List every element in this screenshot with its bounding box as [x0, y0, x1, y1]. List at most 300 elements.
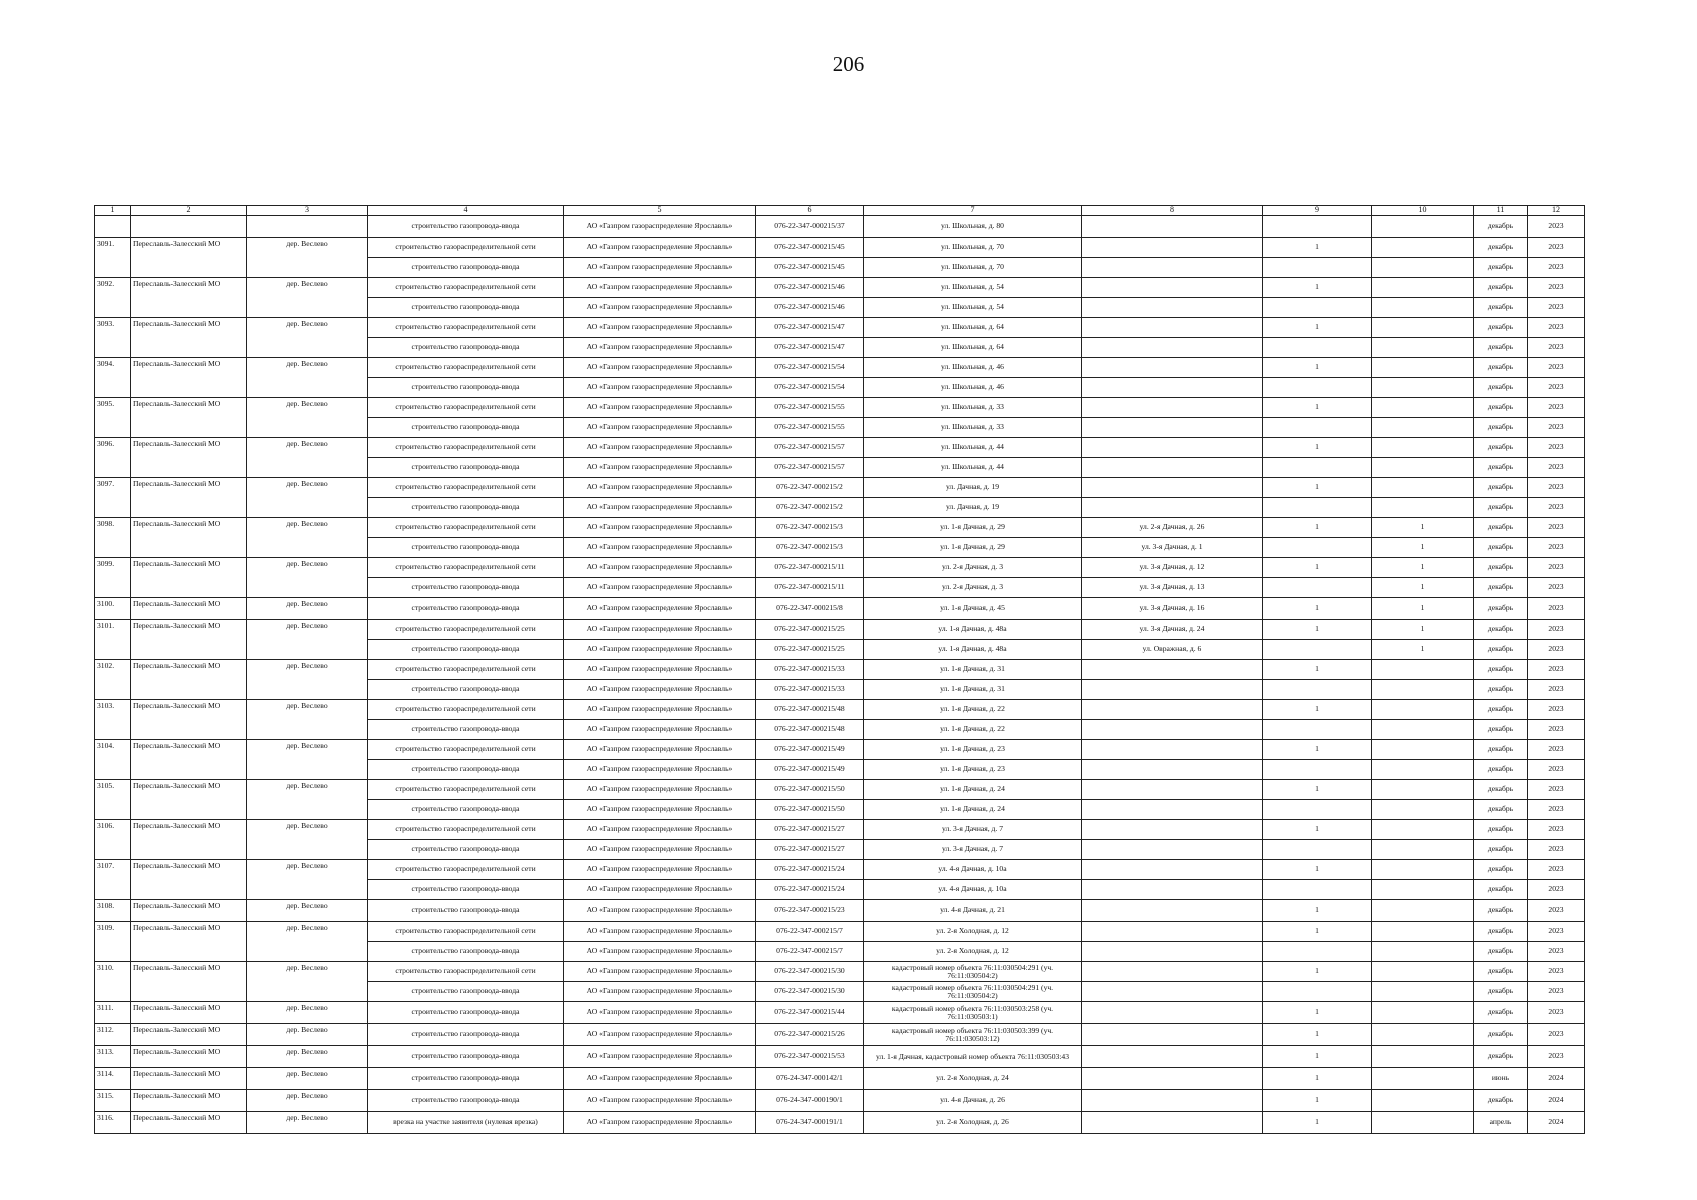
cell-col-3: дер. Веслево	[247, 1024, 368, 1046]
cell-col-6: 076-22-347-000215/57	[756, 458, 864, 478]
cell-col-9	[1263, 258, 1372, 278]
cell-col-10	[1372, 700, 1474, 720]
cell-col-12: 2023	[1528, 258, 1585, 278]
cell-col-5: АО «Газпром газораспределение Ярославль»	[564, 820, 756, 840]
cell-col-3: дер. Веслево	[247, 740, 368, 780]
cell-col-6: 076-22-347-000215/46	[756, 278, 864, 298]
cell-col-11: декабрь	[1474, 982, 1528, 1002]
cell-col-5: АО «Газпром газораспределение Ярославль»	[564, 216, 756, 238]
cell-col-11: декабрь	[1474, 1002, 1528, 1024]
cell-col-10	[1372, 338, 1474, 358]
cell-col-9: 1	[1263, 922, 1372, 942]
cell-col-12: 2023	[1528, 700, 1585, 720]
cell-col-10	[1372, 840, 1474, 860]
cell-col-6: 076-22-347-000215/3	[756, 538, 864, 558]
cell-col-12: 2023	[1528, 518, 1585, 538]
table-row	[95, 1090, 1585, 1112]
cell-col-6: 076-22-347-000215/55	[756, 398, 864, 418]
cell-col-3: дер. Веслево	[247, 922, 368, 962]
cell-col-10	[1372, 740, 1474, 760]
cell-col-10	[1372, 258, 1474, 278]
cell-col-11: декабрь	[1474, 458, 1528, 478]
page-number: 206	[832, 52, 865, 76]
cell-col-1: 3097.	[95, 478, 131, 518]
cell-col-7: ул. Школьная, д. 70	[864, 238, 1082, 258]
cell-col-7: кадастровый номер объекта 76:11:030503:258 (уч. 76:11:030503:1)	[864, 1002, 1082, 1024]
cell-col-4: строительство газопровода-ввода	[368, 458, 564, 478]
cell-col-8: ул. 3-я Дачная, д. 16	[1082, 598, 1263, 620]
cell-col-9: 1	[1263, 860, 1372, 880]
cell-col-4: строительство газопровода-ввода	[368, 640, 564, 660]
cell-col-1: 3112.	[95, 1024, 131, 1046]
cell-col-9: 1	[1263, 820, 1372, 840]
column-number-row	[95, 206, 1585, 216]
column-header-6: 6	[756, 206, 864, 216]
cell-col-11: декабрь	[1474, 1090, 1528, 1112]
cell-col-4: строительство газопровода-ввода	[368, 982, 564, 1002]
cell-col-5: АО «Газпром газораспределение Ярославль»	[564, 982, 756, 1002]
column-header-3: 3	[247, 206, 368, 216]
cell-col-9: 1	[1263, 358, 1372, 378]
cell-col-7: ул. Дачная, д. 19	[864, 498, 1082, 518]
cell-col-2: Переславль-Залесский МО	[131, 278, 247, 318]
cell-col-12: 2023	[1528, 680, 1585, 700]
cell-col-1: 3096.	[95, 438, 131, 478]
cell-col-6: 076-22-347-000215/24	[756, 880, 864, 900]
cell-col-3: дер. Веслево	[247, 358, 368, 398]
cell-col-5: АО «Газпром газораспределение Ярославль»	[564, 558, 756, 578]
cell-col-11: декабрь	[1474, 298, 1528, 318]
cell-col-6: 076-22-347-000215/44	[756, 1002, 864, 1024]
column-header-8: 8	[1082, 206, 1263, 216]
cell-col-8	[1082, 962, 1263, 982]
cell-col-11: декабрь	[1474, 378, 1528, 398]
cell-col-5: АО «Газпром газораспределение Ярославль»	[564, 942, 756, 962]
cell-col-12: 2023	[1528, 378, 1585, 398]
cell-col-12: 2023	[1528, 358, 1585, 378]
cell-col-11: декабрь	[1474, 318, 1528, 338]
cell-col-8	[1082, 982, 1263, 1002]
cell-col-9: 1	[1263, 558, 1372, 578]
column-header-2: 2	[131, 206, 247, 216]
cell-col-7: ул. 1-я Дачная, д. 23	[864, 760, 1082, 780]
cell-col-9: 1	[1263, 438, 1372, 458]
cell-col-5: АО «Газпром газораспределение Ярославль»	[564, 640, 756, 660]
column-header-1: 1	[95, 206, 131, 216]
table-row	[95, 962, 1585, 982]
cell-col-4: строительство газопровода-ввода	[368, 258, 564, 278]
cell-col-9	[1263, 880, 1372, 900]
column-header-12: 12	[1528, 206, 1585, 216]
cell-col-4: строительство газопровода-ввода	[368, 298, 564, 318]
cell-col-7: кадастровый номер объекта 76:11:030504:291 (уч. 76:11:030504:2)	[864, 982, 1082, 1002]
cell-col-12: 2023	[1528, 598, 1585, 620]
cell-col-1: 3108.	[95, 900, 131, 922]
cell-col-12: 2023	[1528, 1046, 1585, 1068]
cell-col-1: 3109.	[95, 922, 131, 962]
cell-col-5: АО «Газпром газораспределение Ярославль»	[564, 338, 756, 358]
cell-col-1: 3106.	[95, 820, 131, 860]
cell-col-4: строительство газораспределительной сети	[368, 358, 564, 378]
cell-col-9: 1	[1263, 660, 1372, 680]
table-row	[95, 1002, 1585, 1024]
cell-col-11: декабрь	[1474, 820, 1528, 840]
cell-col-3: дер. Веслево	[247, 962, 368, 1002]
cell-col-4: строительство газопровода-ввода	[368, 1090, 564, 1112]
cell-col-3: дер. Веслево	[247, 860, 368, 900]
cell-col-7: ул. Школьная, д. 54	[864, 298, 1082, 318]
cell-col-7: ул. Дачная, д. 19	[864, 478, 1082, 498]
cell-col-6: 076-22-347-000215/53	[756, 1046, 864, 1068]
cell-col-5: АО «Газпром газораспределение Ярославль»	[564, 278, 756, 298]
cell-col-10: 1	[1372, 538, 1474, 558]
cell-col-11: декабрь	[1474, 538, 1528, 558]
cell-col-3	[247, 216, 368, 238]
cell-col-11: декабрь	[1474, 258, 1528, 278]
cell-col-1: 3098.	[95, 518, 131, 558]
cell-col-11: декабрь	[1474, 760, 1528, 780]
cell-col-6: 076-24-347-000191/1	[756, 1112, 864, 1134]
cell-col-7: ул. 1-я Дачная, д. 48а	[864, 620, 1082, 640]
cell-col-6: 076-22-347-000215/7	[756, 942, 864, 962]
cell-col-2: Переславль-Залесский МО	[131, 820, 247, 860]
table-row	[95, 740, 1585, 760]
table-body	[95, 216, 1585, 1134]
cell-col-8	[1082, 680, 1263, 700]
cell-col-7: ул. 1-я Дачная, д. 22	[864, 720, 1082, 740]
cell-col-7: кадастровый номер объекта 76:11:030504:291 (уч. 76:11:030504:2)	[864, 962, 1082, 982]
cell-col-7: ул. 3-я Дачная, д. 7	[864, 820, 1082, 840]
cell-col-11: декабрь	[1474, 860, 1528, 880]
cell-col-4: строительство газораспределительной сети	[368, 820, 564, 840]
cell-col-1: 3115.	[95, 1090, 131, 1112]
cell-col-11: декабрь	[1474, 640, 1528, 660]
cell-col-1	[95, 216, 131, 238]
cell-col-2: Переславль-Залесский МО	[131, 620, 247, 660]
cell-col-12: 2023	[1528, 900, 1585, 922]
cell-col-12: 2023	[1528, 338, 1585, 358]
cell-col-10	[1372, 780, 1474, 800]
cell-col-8: ул. 3-я Дачная, д. 13	[1082, 578, 1263, 598]
cell-col-11: декабрь	[1474, 620, 1528, 640]
cell-col-12: 2024	[1528, 1090, 1585, 1112]
cell-col-11: декабрь	[1474, 498, 1528, 518]
cell-col-9	[1263, 538, 1372, 558]
cell-col-9: 1	[1263, 1002, 1372, 1024]
cell-col-7: ул. 2-я Дачная, д. 3	[864, 558, 1082, 578]
cell-col-6: 076-22-347-000215/33	[756, 660, 864, 680]
cell-col-4: строительство газопровода-ввода	[368, 720, 564, 740]
cell-col-10	[1372, 1046, 1474, 1068]
cell-col-7: ул. Школьная, д. 44	[864, 438, 1082, 458]
cell-col-10	[1372, 680, 1474, 700]
cell-col-11: декабрь	[1474, 478, 1528, 498]
column-header-4: 4	[368, 206, 564, 216]
cell-col-8	[1082, 1090, 1263, 1112]
cell-col-1: 3104.	[95, 740, 131, 780]
cell-col-4: строительство газопровода-ввода	[368, 1002, 564, 1024]
cell-col-11: декабрь	[1474, 358, 1528, 378]
cell-col-1: 3100.	[95, 598, 131, 620]
cell-col-10	[1372, 418, 1474, 438]
cell-col-10	[1372, 720, 1474, 740]
cell-col-5: АО «Газпром газораспределение Ярославль»	[564, 1002, 756, 1024]
cell-col-9: 1	[1263, 620, 1372, 640]
cell-col-12: 2023	[1528, 760, 1585, 780]
cell-col-7: ул. 4-я Дачная, д. 21	[864, 900, 1082, 922]
cell-col-8	[1082, 720, 1263, 740]
cell-col-7: ул. Школьная, д. 33	[864, 418, 1082, 438]
cell-col-5: АО «Газпром газораспределение Ярославль»	[564, 458, 756, 478]
cell-col-12: 2023	[1528, 558, 1585, 578]
cell-col-7: ул. Школьная, д. 70	[864, 258, 1082, 278]
cell-col-8	[1082, 498, 1263, 518]
cell-col-9: 1	[1263, 518, 1372, 538]
cell-col-9	[1263, 840, 1372, 860]
cell-col-5: АО «Газпром газораспределение Ярославль»	[564, 962, 756, 982]
cell-col-9: 1	[1263, 318, 1372, 338]
cell-col-4: строительство газораспределительной сети	[368, 740, 564, 760]
cell-col-11: декабрь	[1474, 518, 1528, 538]
cell-col-12: 2023	[1528, 1002, 1585, 1024]
cell-col-11: апрель	[1474, 1112, 1528, 1134]
cell-col-2: Переславль-Залесский МО	[131, 740, 247, 780]
cell-col-8	[1082, 780, 1263, 800]
table-row	[95, 660, 1585, 680]
cell-col-1: 3116.	[95, 1112, 131, 1134]
cell-col-11: декабрь	[1474, 418, 1528, 438]
cell-col-8	[1082, 1046, 1263, 1068]
cell-col-11: декабрь	[1474, 1024, 1528, 1046]
table-row	[95, 318, 1585, 338]
cell-col-3: дер. Веслево	[247, 518, 368, 558]
cell-col-10	[1372, 820, 1474, 840]
cell-col-7: ул. Школьная, д. 33	[864, 398, 1082, 418]
cell-col-6: 076-22-347-000215/23	[756, 900, 864, 922]
cell-col-12: 2023	[1528, 962, 1585, 982]
cell-col-5: АО «Газпром газораспределение Ярославль»	[564, 598, 756, 620]
cell-col-2: Переславль-Залесский МО	[131, 1024, 247, 1046]
cell-col-8	[1082, 258, 1263, 278]
table-row	[95, 216, 1585, 238]
cell-col-4: строительство газопровода-ввода	[368, 680, 564, 700]
cell-col-10	[1372, 800, 1474, 820]
cell-col-7: ул. 1-я Дачная, кадастровый номер объекта 76:11:030503:43	[864, 1046, 1082, 1068]
cell-col-11: декабрь	[1474, 680, 1528, 700]
cell-col-9	[1263, 578, 1372, 598]
cell-col-2: Переславль-Залесский МО	[131, 478, 247, 518]
column-header-5: 5	[564, 206, 756, 216]
cell-col-3: дер. Веслево	[247, 238, 368, 278]
cell-col-9	[1263, 680, 1372, 700]
cell-col-10	[1372, 458, 1474, 478]
cell-col-10	[1372, 660, 1474, 680]
cell-col-3: дер. Веслево	[247, 278, 368, 318]
cell-col-1: 3094.	[95, 358, 131, 398]
cell-col-2: Переславль-Залесский МО	[131, 358, 247, 398]
cell-col-10	[1372, 880, 1474, 900]
cell-col-4: строительство газопровода-ввода	[368, 900, 564, 922]
cell-col-3: дер. Веслево	[247, 1002, 368, 1024]
cell-col-2: Переславль-Залесский МО	[131, 398, 247, 438]
table-row	[95, 478, 1585, 498]
cell-col-10	[1372, 860, 1474, 880]
table-row	[95, 780, 1585, 800]
cell-col-9	[1263, 378, 1372, 398]
cell-col-3: дер. Веслево	[247, 700, 368, 740]
cell-col-12: 2023	[1528, 318, 1585, 338]
cell-col-8	[1082, 1024, 1263, 1046]
cell-col-7: ул. 1-я Дачная, д. 24	[864, 800, 1082, 820]
cell-col-12: 2023	[1528, 398, 1585, 418]
cell-col-4: строительство газопровода-ввода	[368, 378, 564, 398]
cell-col-6: 076-22-347-000215/48	[756, 720, 864, 740]
cell-col-6: 076-22-347-000215/25	[756, 640, 864, 660]
cell-col-8	[1082, 820, 1263, 840]
cell-col-12: 2023	[1528, 238, 1585, 258]
cell-col-8: ул. 3-я Дачная, д. 1	[1082, 538, 1263, 558]
cell-col-10	[1372, 1002, 1474, 1024]
cell-col-2: Переславль-Залесский МО	[131, 318, 247, 358]
cell-col-7: ул. Школьная, д. 44	[864, 458, 1082, 478]
cell-col-6: 076-22-347-000215/27	[756, 820, 864, 840]
cell-col-4: строительство газопровода-ввода	[368, 1068, 564, 1090]
cell-col-8	[1082, 760, 1263, 780]
cell-col-3: дер. Веслево	[247, 318, 368, 358]
cell-col-8	[1082, 700, 1263, 720]
cell-col-4: строительство газопровода-ввода	[368, 598, 564, 620]
cell-col-5: АО «Газпром газораспределение Ярославль»	[564, 620, 756, 640]
cell-col-12: 2023	[1528, 620, 1585, 640]
cell-col-11: декабрь	[1474, 660, 1528, 680]
table-row	[95, 620, 1585, 640]
cell-col-10	[1372, 962, 1474, 982]
cell-col-11: декабрь	[1474, 800, 1528, 820]
cell-col-7: ул. 1-я Дачная, д. 31	[864, 680, 1082, 700]
cell-col-8	[1082, 478, 1263, 498]
cell-col-10	[1372, 498, 1474, 518]
cell-col-11: декабрь	[1474, 338, 1528, 358]
cell-col-10	[1372, 216, 1474, 238]
cell-col-12: 2023	[1528, 820, 1585, 840]
cell-col-12: 2023	[1528, 498, 1585, 518]
cell-col-5: АО «Газпром газораспределение Ярославль»	[564, 378, 756, 398]
cell-col-4: строительство газопровода-ввода	[368, 418, 564, 438]
cell-col-6: 076-22-347-000215/48	[756, 700, 864, 720]
cell-col-9: 1	[1263, 1046, 1372, 1068]
cell-col-9: 1	[1263, 1090, 1372, 1112]
table-row	[95, 278, 1585, 298]
cell-col-5: АО «Газпром газораспределение Ярославль»	[564, 1090, 756, 1112]
cell-col-9	[1263, 418, 1372, 438]
cell-col-6: 076-22-347-000215/8	[756, 598, 864, 620]
cell-col-9	[1263, 298, 1372, 318]
cell-col-2: Переславль-Залесский МО	[131, 598, 247, 620]
cell-col-4: строительство газораспределительной сети	[368, 700, 564, 720]
cell-col-10	[1372, 298, 1474, 318]
cell-col-4: строительство газопровода-ввода	[368, 800, 564, 820]
cell-col-11: декабрь	[1474, 1046, 1528, 1068]
cell-col-12: 2023	[1528, 860, 1585, 880]
cell-col-10: 1	[1372, 518, 1474, 538]
column-header-7: 7	[864, 206, 1082, 216]
cell-col-5: АО «Газпром газораспределение Ярославль»	[564, 1112, 756, 1134]
cell-col-6: 076-22-347-000215/49	[756, 760, 864, 780]
cell-col-9: 1	[1263, 278, 1372, 298]
cell-col-2: Переславль-Залесский МО	[131, 558, 247, 598]
cell-col-10: 1	[1372, 578, 1474, 598]
cell-col-6: 076-22-347-000215/2	[756, 478, 864, 498]
cell-col-11: декабрь	[1474, 598, 1528, 620]
cell-col-8	[1082, 660, 1263, 680]
cell-col-3: дер. Веслево	[247, 1112, 368, 1134]
cell-col-5: АО «Газпром газораспределение Ярославль»	[564, 900, 756, 922]
cell-col-12: 2024	[1528, 1112, 1585, 1134]
cell-col-9: 1	[1263, 1068, 1372, 1090]
cell-col-2: Переславль-Залесский МО	[131, 860, 247, 900]
cell-col-8	[1082, 860, 1263, 880]
cell-col-10	[1372, 1090, 1474, 1112]
cell-col-4: строительство газораспределительной сети	[368, 922, 564, 942]
cell-col-11: декабрь	[1474, 578, 1528, 598]
cell-col-5: АО «Газпром газораспределение Ярославль»	[564, 1046, 756, 1068]
cell-col-11: декабрь	[1474, 900, 1528, 922]
cell-col-8	[1082, 338, 1263, 358]
cell-col-4: строительство газораспределительной сети	[368, 278, 564, 298]
cell-col-5: АО «Газпром газораспределение Ярославль»	[564, 258, 756, 278]
cell-col-4: строительство газораспределительной сети	[368, 860, 564, 880]
cell-col-10: 1	[1372, 620, 1474, 640]
cell-col-10	[1372, 398, 1474, 418]
cell-col-11: декабрь	[1474, 922, 1528, 942]
cell-col-10	[1372, 358, 1474, 378]
cell-col-2: Переславль-Залесский МО	[131, 700, 247, 740]
cell-col-10	[1372, 1112, 1474, 1134]
cell-col-5: АО «Газпром газораспределение Ярославль»	[564, 660, 756, 680]
cell-col-8	[1082, 900, 1263, 922]
cell-col-11: декабрь	[1474, 840, 1528, 860]
cell-col-6: 076-22-347-000215/49	[756, 740, 864, 760]
cell-col-2: Переславль-Залесский МО	[131, 780, 247, 820]
cell-col-9: 1	[1263, 398, 1372, 418]
cell-col-4: строительство газораспределительной сети	[368, 238, 564, 258]
cell-col-2: Переславль-Залесский МО	[131, 900, 247, 922]
cell-col-1: 3114.	[95, 1068, 131, 1090]
cell-col-3: дер. Веслево	[247, 1090, 368, 1112]
cell-col-1: 3103.	[95, 700, 131, 740]
cell-col-2: Переславль-Залесский МО	[131, 518, 247, 558]
cell-col-4: строительство газопровода-ввода	[368, 880, 564, 900]
cell-col-7: ул. Школьная, д. 54	[864, 278, 1082, 298]
cell-col-9: 1	[1263, 238, 1372, 258]
cell-col-12: 2023	[1528, 640, 1585, 660]
cell-col-7: ул. 1-я Дачная, д. 23	[864, 740, 1082, 760]
cell-col-6: 076-22-347-000215/11	[756, 558, 864, 578]
cell-col-7: ул. 2-я Холодная, д. 24	[864, 1068, 1082, 1090]
cell-col-10	[1372, 478, 1474, 498]
cell-col-8: ул. Овражная, д. 6	[1082, 640, 1263, 660]
cell-col-8	[1082, 740, 1263, 760]
cell-col-4: строительство газораспределительной сети	[368, 962, 564, 982]
cell-col-1: 3095.	[95, 398, 131, 438]
cell-col-6: 076-22-347-000215/45	[756, 258, 864, 278]
cell-col-12: 2023	[1528, 840, 1585, 860]
cell-col-3: дер. Веслево	[247, 820, 368, 860]
cell-col-1: 3093.	[95, 318, 131, 358]
cell-col-3: дер. Веслево	[247, 900, 368, 922]
table-row	[95, 1024, 1585, 1046]
cell-col-6: 076-22-347-000215/25	[756, 620, 864, 640]
